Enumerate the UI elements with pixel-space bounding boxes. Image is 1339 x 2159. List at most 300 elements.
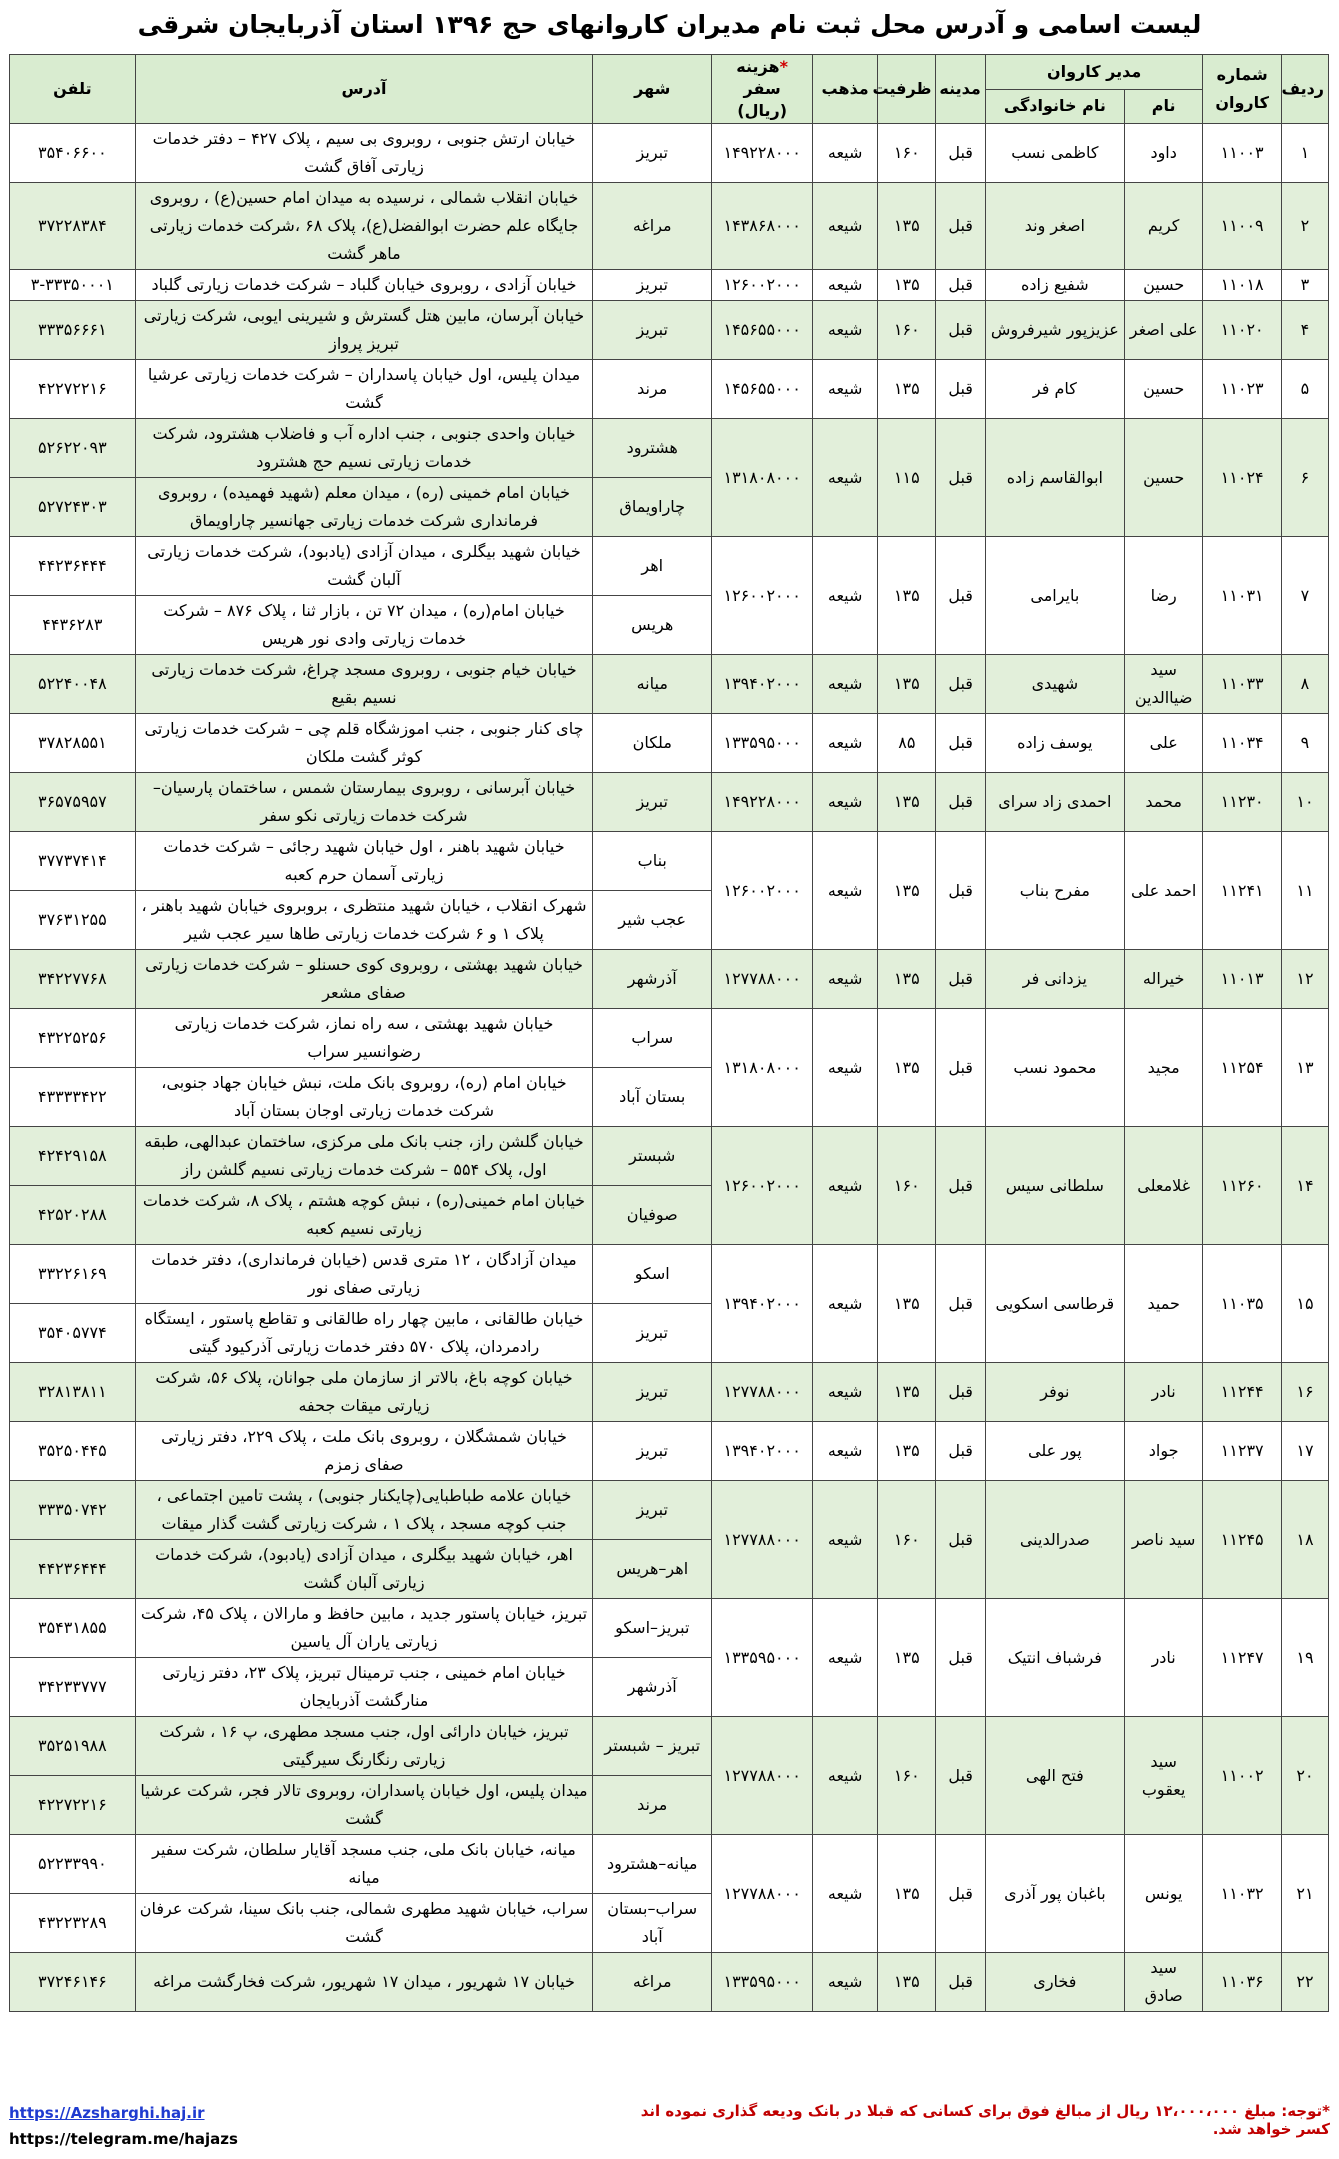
table-row [10,1245,1329,1304]
religion-cell: شیعه [813,1363,878,1422]
capacity-cell: ۱۳۵ [878,773,936,832]
cost-cell: ۱۳۹۴۰۲۰۰۰ [712,1422,813,1481]
caravan-number-cell: ۱۱۰۲۳ [1203,360,1282,419]
row-number-cell: ۹ [1281,714,1328,773]
phone-cell: ۳۵۲۵۰۴۴۵ [10,1422,136,1481]
first-name-cell: نادر [1124,1363,1203,1422]
caravan-number-cell: ۱۱۲۳۷ [1203,1422,1282,1481]
last-name-cell: نوفر [985,1363,1124,1422]
table-row [10,1363,1329,1422]
medina-cell: قبل [936,1835,985,1953]
phone-cell: ۴۲۴۲۹۱۵۸ [10,1127,136,1186]
medina-cell: قبل [936,183,985,270]
cost-cell: ۱۴۹۲۲۸۰۰۰ [712,773,813,832]
row-number-cell: ۸ [1281,655,1328,714]
last-name-cell: اصغر وند [985,183,1124,270]
capacity-cell: ۱۶۰ [878,1127,936,1245]
first-name-cell: حسین [1124,419,1203,537]
city-cell: عجب شیر [593,891,712,950]
first-name-cell: رضا [1124,537,1203,655]
caravan-number-cell: ۱۱۲۴۵ [1203,1481,1282,1599]
capacity-cell: ۱۳۵ [878,360,936,419]
last-name-cell: شهیدی [985,655,1124,714]
table-row [10,301,1329,360]
first-name-cell: مجید [1124,1009,1203,1127]
cost-cell: ۱۴۵۶۵۵۰۰۰ [712,360,813,419]
medina-cell: قبل [936,655,985,714]
table-row [10,1717,1329,1776]
row-number-cell: ۱۴ [1281,1127,1328,1245]
address-cell: خیابان امام (ره)، روبروی بانک ملت، نبش خیابان جهاد جنوبی، شرکت خدمات زیارتی اوجان بستان آباد [135,1068,593,1127]
medina-cell: قبل [936,1422,985,1481]
capacity-cell: ۱۳۵ [878,1599,936,1717]
row-number-cell: ۲۰ [1281,1717,1328,1835]
table-row [10,419,1329,478]
religion-cell: شیعه [813,773,878,832]
table-row [10,773,1329,832]
caravan-number-cell: ۱۱۲۴۱ [1203,832,1282,950]
last-name-cell: بایرامی [985,537,1124,655]
medina-cell: قبل [936,1953,985,2012]
city-cell: تبریز – شبستر [593,1717,712,1776]
caravan-number-cell: ۱۱۰۳۴ [1203,714,1282,773]
header-capacity: ظرفیت [878,55,936,124]
phone-cell: ۳۶۵۷۵۹۵۷ [10,773,136,832]
phone-cell: ۵۲۲۳۳۹۹۰ [10,1835,136,1894]
table-row [10,124,1329,183]
phone-cell: ۴۴۳۶۲۸۳ [10,596,136,655]
religion-cell: شیعه [813,183,878,270]
religion-cell: شیعه [813,1009,878,1127]
caravan-number-cell: ۱۱۲۵۴ [1203,1009,1282,1127]
first-name-cell: غلامعلی [1124,1127,1203,1245]
cost-cell: ۱۲۷۷۸۸۰۰۰ [712,1717,813,1835]
footer-website-link[interactable] [9,2104,205,2122]
footer-telegram-link[interactable]: https://telegram.me/hajazs [9,2130,238,2148]
table-row [10,1953,1329,2012]
cost-star: * [779,57,788,76]
address-cell: خیابان ۱۷ شهریور ، میدان ۱۷ شهریور، شرکت فخارگشت مراغه [135,1953,593,2012]
medina-cell: قبل [936,773,985,832]
city-cell: تبریز [593,1481,712,1540]
cost-cell: ۱۳۳۵۹۵۰۰۰ [712,1953,813,2012]
city-cell: مرند [593,1776,712,1835]
caravan-number-cell: ۱۱۰۳۳ [1203,655,1282,714]
row-number-cell: ۱۸ [1281,1481,1328,1599]
capacity-cell: ۱۳۵ [878,1953,936,2012]
medina-cell: قبل [936,1363,985,1422]
last-name-cell: کام فر [985,360,1124,419]
capacity-cell: ۱۶۰ [878,1481,936,1599]
religion-cell: شیعه [813,714,878,773]
city-cell: هشترود [593,419,712,478]
phone-cell: ۳۴۲۳۳۷۷۷ [10,1658,136,1717]
phone-cell: ۳۵۴۰۶۶۰۰ [10,124,136,183]
phone-cell: ۳-۳۳۳۵۰۰۰۱ [10,270,136,301]
religion-cell: شیعه [813,1953,878,2012]
header-caravan-number: شماره کاروان [1203,55,1282,124]
caravan-number-cell: ۱۱۲۳۰ [1203,773,1282,832]
last-name-cell: شفیع زاده [985,270,1124,301]
city-cell: تبریز [593,124,712,183]
first-name-cell: سید ضیاالدین [1124,655,1203,714]
caravan-number-cell: ۱۱۰۱۳ [1203,950,1282,1009]
address-cell: میانه، خیابان بانک ملی، جنب مسجد آقایار سلطان، شرکت سفیر میانه [135,1835,593,1894]
address-cell: خیابان شمشگلان ، روبروی بانک ملت ، پلاک ۲۲۹، دفتر زیارتی صفای زمزم [135,1422,593,1481]
table-row [10,183,1329,270]
medina-cell: قبل [936,1717,985,1835]
row-number-cell: ۱۰ [1281,773,1328,832]
religion-cell: شیعه [813,1422,878,1481]
first-name-cell: نادر [1124,1599,1203,1717]
last-name-cell: فرشباف انتیک [985,1599,1124,1717]
address-cell: خیابان ارتش جنوبی ، روبروی بی سیم ، پلاک ۴۲۷ – دفتر خدمات زیارتی آفاق گشت [135,124,593,183]
last-name-cell: مفرح بناب [985,832,1124,950]
first-name-cell: حسین [1124,360,1203,419]
religion-cell: شیعه [813,124,878,183]
city-cell: اسکو [593,1245,712,1304]
cost-cell: ۱۴۵۶۵۵۰۰۰ [712,301,813,360]
row-number-cell: ۱۷ [1281,1422,1328,1481]
medina-cell: قبل [936,270,985,301]
address-cell: خیابان شهید باهنر ، اول خیابان شهید رجائی – شرکت خدمات زیارتی آسمان حرم کعبه [135,832,593,891]
row-number-cell: ۵ [1281,360,1328,419]
row-number-cell: ۱۵ [1281,1245,1328,1363]
caravan-number-cell: ۱۱۰۰۹ [1203,183,1282,270]
caravan-table [9,54,1329,2012]
city-cell: تبریز [593,1304,712,1363]
first-name-cell: علی اصغر [1124,301,1203,360]
religion-cell: شیعه [813,950,878,1009]
row-number-cell: ۱ [1281,124,1328,183]
city-cell: هریس [593,596,712,655]
city-cell: میانه–هشترود [593,1835,712,1894]
header-cost [712,55,813,124]
first-name-cell: جواد [1124,1422,1203,1481]
first-name-cell: یونس [1124,1835,1203,1953]
cost-cell: ۱۳۳۵۹۵۰۰۰ [712,714,813,773]
table-row [10,950,1329,1009]
religion-cell: شیعه [813,1481,878,1599]
caravan-number-cell: ۱۱۰۳۶ [1203,1953,1282,2012]
row-number-cell: ۳ [1281,270,1328,301]
page-title: لیست اسامی و آدرس محل ثبت نام مدیران کاروانهای حج ۱۳۹۶ استان آذربایجان شرقی [137,10,1202,39]
table-row [10,270,1329,301]
caravan-number-cell: ۱۱۰۰۲ [1203,1717,1282,1835]
first-name-cell: خیراله [1124,950,1203,1009]
religion-cell: شیعه [813,1599,878,1717]
cost-cell: ۱۳۹۴۰۲۰۰۰ [712,655,813,714]
capacity-cell: ۱۳۵ [878,655,936,714]
medina-cell: قبل [936,1245,985,1363]
phone-cell: ۳۵۲۵۱۹۸۸ [10,1717,136,1776]
last-name-cell: یوسف زاده [985,714,1124,773]
header-phone: تلفن [10,55,136,124]
city-cell: تبریز [593,773,712,832]
phone-cell: ۴۳۲۲۳۲۸۹ [10,1894,136,1953]
medina-cell: قبل [936,950,985,1009]
cost-cell: ۱۲۶۰۰۲۰۰۰ [712,1127,813,1245]
first-name-cell: حمید [1124,1245,1203,1363]
cost-cell: ۱۳۳۵۹۵۰۰۰ [712,1599,813,1717]
capacity-cell: ۱۳۵ [878,1363,936,1422]
city-cell: چاراویماق [593,478,712,537]
address-cell: سراب، خیابان شهید مطهری شمالی، جنب بانک سینا، شرکت عرفان گشت [135,1894,593,1953]
row-number-cell: ۲ [1281,183,1328,270]
table-row [10,1127,1329,1186]
medina-cell: قبل [936,1009,985,1127]
last-name-cell: پور علی [985,1422,1124,1481]
phone-cell: ۳۵۴۰۵۷۷۴ [10,1304,136,1363]
first-name-cell: سید یعقوب [1124,1717,1203,1835]
caravan-number-cell: ۱۱۰۳۲ [1203,1835,1282,1953]
phone-cell: ۳۷۲۴۶۱۴۶ [10,1953,136,2012]
capacity-cell: ۱۳۵ [878,270,936,301]
capacity-cell: ۱۳۵ [878,1245,936,1363]
city-cell: تبریز–اسکو [593,1599,712,1658]
header-manager: مدیر کاروان [985,55,1203,90]
city-cell: بستان آباد [593,1068,712,1127]
religion-cell: شیعه [813,1127,878,1245]
medina-cell: قبل [936,1127,985,1245]
last-name-cell: سلطانی سیس [985,1127,1124,1245]
table-row [10,832,1329,891]
religion-cell: شیعه [813,1717,878,1835]
capacity-cell: ۱۳۵ [878,832,936,950]
address-cell: خیابان کوچه باغ، بالاتر از سازمان ملی جوانان، پلاک ۵۶، شرکت زیارتی میقات جحفه [135,1363,593,1422]
row-number-cell: ۱۳ [1281,1009,1328,1127]
address-cell: خیابان امام(ره) ، میدان ۷۲ تن ، بازار ثنا ، پلاک ۸۷۶ – شرکت خدمات زیارتی وادی نور هریس [135,596,593,655]
city-cell: اهر–هریس [593,1540,712,1599]
table-row [10,1835,1329,1894]
religion-cell: شیعه [813,419,878,537]
phone-cell: ۴۲۲۷۲۲۱۶ [10,360,136,419]
address-cell: خیابان امام خمینی ، جنب ترمینال تبریز، پلاک ۲۳، دفتر زیارتی منارگشت آذربایجان [135,1658,593,1717]
first-name-cell: احمد علی [1124,832,1203,950]
address-cell: اهر، خیابان شهید بیگلری ، میدان آزادی (یادبود)، شرکت خدمات زیارتی آلبان گشت [135,1540,593,1599]
row-number-cell: ۷ [1281,537,1328,655]
website-link-text[interactable]: https://Azsharghi.haj.ir [9,2104,205,2122]
last-name-cell: قرطاسی اسکویی [985,1245,1124,1363]
header-first-name: نام [1124,89,1203,124]
cost-label: هزینه سفر [736,57,781,98]
header-row-number: ردیف [1281,55,1328,124]
phone-cell: ۳۲۸۱۳۸۱۱ [10,1363,136,1422]
religion-cell: شیعه [813,270,878,301]
phone-cell: ۳۵۴۳۱۸۵۵ [10,1599,136,1658]
phone-cell: ۴۴۲۳۶۴۴۴ [10,537,136,596]
phone-cell: ۳۳۲۲۶۱۶۹ [10,1245,136,1304]
capacity-cell: ۱۳۵ [878,1009,936,1127]
city-cell: آذرشهر [593,1658,712,1717]
address-cell: میدان آزادگان ، ۱۲ متری قدس (خیابان فرمانداری)، دفتر خدمات زیارتی صفای نور [135,1245,593,1304]
capacity-cell: ۸۵ [878,714,936,773]
address-cell: خیابان واحدی جنوبی ، جنب اداره آب و فاضلاب هشترود، شرکت خدمات زیارتی نسیم حج هشترود [135,419,593,478]
medina-cell: قبل [936,832,985,950]
city-cell: صوفیان [593,1186,712,1245]
address-cell: خیابان آزادی ، روبروی خیابان گلباد – شرکت خدمات زیارتی گلباد [135,270,593,301]
cost-unit: (ریال) [737,101,787,120]
medina-cell: قبل [936,1481,985,1599]
table-row [10,655,1329,714]
city-cell: تبریز [593,301,712,360]
last-name-cell: کاظمی نسب [985,124,1124,183]
city-cell: مراغه [593,183,712,270]
cost-cell: ۱۲۷۷۸۸۰۰۰ [712,1363,813,1422]
religion-cell: شیعه [813,655,878,714]
medina-cell: قبل [936,124,985,183]
city-cell: تبریز [593,270,712,301]
caravan-number-cell: ۱۱۰۲۰ [1203,301,1282,360]
capacity-cell: ۱۶۰ [878,301,936,360]
city-cell: مراغه [593,1953,712,2012]
medina-cell: قبل [936,301,985,360]
phone-cell: ۴۲۲۷۲۲۱۶ [10,1776,136,1835]
caravan-number-cell: ۱۱۰۳۵ [1203,1245,1282,1363]
phone-cell: ۳۷۲۲۸۳۸۴ [10,183,136,270]
row-number-cell: ۴ [1281,301,1328,360]
religion-cell: شیعه [813,301,878,360]
religion-cell: شیعه [813,832,878,950]
city-cell: شبستر [593,1127,712,1186]
cost-cell: ۱۳۹۴۰۲۰۰۰ [712,1245,813,1363]
address-cell: خیابان انقلاب شمالی ، نرسیده به میدان امام حسین(ع) ، روبروی جایگاه علم حضرت ابوالفضل(ع)، پلاک ۶۸ ،شرکت خدمات زیارتی ماهر گشت [135,183,593,270]
phone-cell: ۵۲۷۲۴۳۰۳ [10,478,136,537]
address-cell: تبریز، خیابان پاستور جدید ، مابین حافظ و مارالان ، پلاک ۴۵، شرکت زیارتی یاران آل یاسین [135,1599,593,1658]
table-body [10,124,1329,2012]
address-cell: چای کنار جنوبی ، جنب اموزشگاه قلم چی – شرکت خدمات زیارتی کوثر گشت ملکان [135,714,593,773]
city-cell: تبریز [593,1422,712,1481]
caravan-number-cell: ۱۱۰۰۳ [1203,124,1282,183]
row-number-cell: ۱۶ [1281,1363,1328,1422]
religion-cell: شیعه [813,537,878,655]
caravan-number-cell: ۱۱۲۴۴ [1203,1363,1282,1422]
phone-cell: ۵۲۶۲۲۰۹۳ [10,419,136,478]
capacity-cell: ۱۶۰ [878,1717,936,1835]
medina-cell: قبل [936,1599,985,1717]
table-row [10,1599,1329,1658]
header-last-name: نام خانوادگی [985,89,1124,124]
address-cell: خیابان خیام جنوبی ، روبروی مسجد چراغ، شرکت خدمات زیارتی نسیم بقیع [135,655,593,714]
table-row [10,714,1329,773]
city-cell: آذرشهر [593,950,712,1009]
address-cell: شهرک انقلاب ، خیابان شهید منتظری ، بروبروی خیابان شهید باهنر ، پلاک ۱ و ۶ شرکت خدمات زیارتی طاها سیر عجب شیر [135,891,593,950]
header-address: آدرس [135,55,593,124]
first-name-cell: سید صادق [1124,1953,1203,2012]
row-number-cell: ۱۹ [1281,1599,1328,1717]
address-cell: خیابان طالقانی ، مابین چهار راه طالقانی و تقاطع پاستور ، ایستگاه رادمردان، پلاک ۵۷۰ دفتر خدمات زیارتی آذرکیود گیتی [135,1304,593,1363]
caravan-number-cell: ۱۱۰۱۸ [1203,270,1282,301]
phone-cell: ۴۳۳۳۳۴۲۲ [10,1068,136,1127]
address-cell: خیابان شهید بیگلری ، میدان آزادی (یادبود)، شرکت خدمات زیارتی آلبان گشت [135,537,593,596]
city-cell: سراب–بستان آباد [593,1894,712,1953]
religion-cell: شیعه [813,1835,878,1953]
last-name-cell: یزدانی فر [985,950,1124,1009]
address-cell: خیابان آبرسانی ، روبروی بیمارستان شمس ، ساختمان پارسیان– شرکت خدمات زیارتی نکو سفر [135,773,593,832]
table-row [10,537,1329,596]
table-row [10,1009,1329,1068]
caravan-number-cell: ۱۱۲۶۰ [1203,1127,1282,1245]
first-name-cell: محمد [1124,773,1203,832]
medina-cell: قبل [936,537,985,655]
last-name-cell: باغبان پور آذری [985,1835,1124,1953]
address-cell: خیابان گلشن راز، جنب بانک ملی مرکزی، ساختمان عبدالهی، طبقه اول، پلاک ۵۵۴ – شرکت خدمات زیارتی نسیم گلشن راز [135,1127,593,1186]
medina-cell: قبل [936,360,985,419]
capacity-cell: ۱۳۵ [878,1835,936,1953]
city-cell: مرند [593,360,712,419]
address-cell: خیابان علامه طباطبایی(چایکنار جنوبی) ، پشت تامین اجتماعی ، جنب کوچه مسجد ، پلاک ۱ ، شرکت زیارتی گشت گذار میقات [135,1481,593,1540]
header-medina: مدینه [936,55,985,124]
cost-cell: ۱۳۱۸۰۸۰۰۰ [712,1009,813,1127]
phone-cell: ۳۷۶۳۱۲۵۵ [10,891,136,950]
cost-cell: ۱۲۷۷۸۸۰۰۰ [712,1835,813,1953]
phone-cell: ۴۴۲۳۶۴۴۴ [10,1540,136,1599]
first-name-cell: داود [1124,124,1203,183]
header-city: شهر [593,55,712,124]
last-name-cell: محمود نسب [985,1009,1124,1127]
religion-cell: شیعه [813,360,878,419]
last-name-cell: فتح الهی [985,1717,1124,1835]
table-row [10,1481,1329,1540]
table-row [10,1422,1329,1481]
caravan-number-cell: ۱۱۲۴۷ [1203,1599,1282,1717]
row-number-cell: ۲۲ [1281,1953,1328,2012]
capacity-cell: ۱۳۵ [878,950,936,1009]
cost-cell: ۱۲۶۰۰۲۰۰۰ [712,537,813,655]
address-cell: خیابان امام خمینی (ره) ، میدان معلم (شهید فهمیده) ، روبروی فرمانداری شرکت خدمات زیارتی جهانسیر چاراویماق [135,478,593,537]
phone-cell: ۵۲۲۴۰۰۴۸ [10,655,136,714]
city-cell: بناب [593,832,712,891]
row-number-cell: ۱۱ [1281,832,1328,950]
city-cell: تبریز [593,1363,712,1422]
address-cell: میدان پلیس، اول خیابان پاسداران – شرکت خدمات زیارتی عرشیا گشت [135,360,593,419]
cost-cell: ۱۲۶۰۰۲۰۰۰ [712,270,813,301]
first-name-cell: علی [1124,714,1203,773]
cost-cell: ۱۴۳۸۶۸۰۰۰ [712,183,813,270]
row-number-cell: ۱۲ [1281,950,1328,1009]
medina-cell: قبل [936,714,985,773]
religion-cell: شیعه [813,1245,878,1363]
header-religion: مذهب [813,55,878,124]
footer-note: *توجه: مبلغ ۱۲،۰۰۰،۰۰۰ ریال از مبالغ فوق برای کسانی که قبلا در بانک ودیعه گذاری نموده اند کسر خواهد شد. [640,2102,1330,2138]
cost-cell: ۱۴۹۲۲۸۰۰۰ [712,124,813,183]
cost-cell: ۱۳۱۸۰۸۰۰۰ [712,419,813,537]
medina-cell: قبل [936,419,985,537]
phone-cell: ۳۷۸۲۸۵۵۱ [10,714,136,773]
phone-cell: ۳۳۳۵۰۷۴۲ [10,1481,136,1540]
address-cell: خیابان آبرسان، مابین هتل گسترش و شیرینی ایوبی، شرکت زیارتی تبریز پرواز [135,301,593,360]
phone-cell: ۴۳۲۲۵۲۵۶ [10,1009,136,1068]
last-name-cell: فخاری [985,1953,1124,2012]
capacity-cell: ۱۳۵ [878,1422,936,1481]
phone-cell: ۳۴۲۲۷۷۶۸ [10,950,136,1009]
phone-cell: ۴۲۵۲۰۲۸۸ [10,1186,136,1245]
caravan-number-cell: ۱۱۰۲۴ [1203,419,1282,537]
city-cell: میانه [593,655,712,714]
first-name-cell: سید ناصر [1124,1481,1203,1599]
row-number-cell: ۶ [1281,419,1328,537]
cost-cell: ۱۲۷۷۸۸۰۰۰ [712,950,813,1009]
last-name-cell: صدرالدینی [985,1481,1124,1599]
phone-cell: ۳۳۳۵۶۶۶۱ [10,301,136,360]
cost-cell: ۱۲۶۰۰۲۰۰۰ [712,832,813,950]
address-cell: میدان پلیس، اول خیابان پاسداران، روبروی تالار فجر، شرکت عرشیا گشت [135,1776,593,1835]
phone-cell: ۳۷۷۳۷۴۱۴ [10,832,136,891]
city-cell: اهر [593,537,712,596]
table-row [10,360,1329,419]
capacity-cell: ۱۳۵ [878,537,936,655]
address-cell: خیابان امام خمینی(ره) ، نبش کوچه هشتم ، پلاک ۸، شرکت خدمات زیارتی نسیم کعبه [135,1186,593,1245]
